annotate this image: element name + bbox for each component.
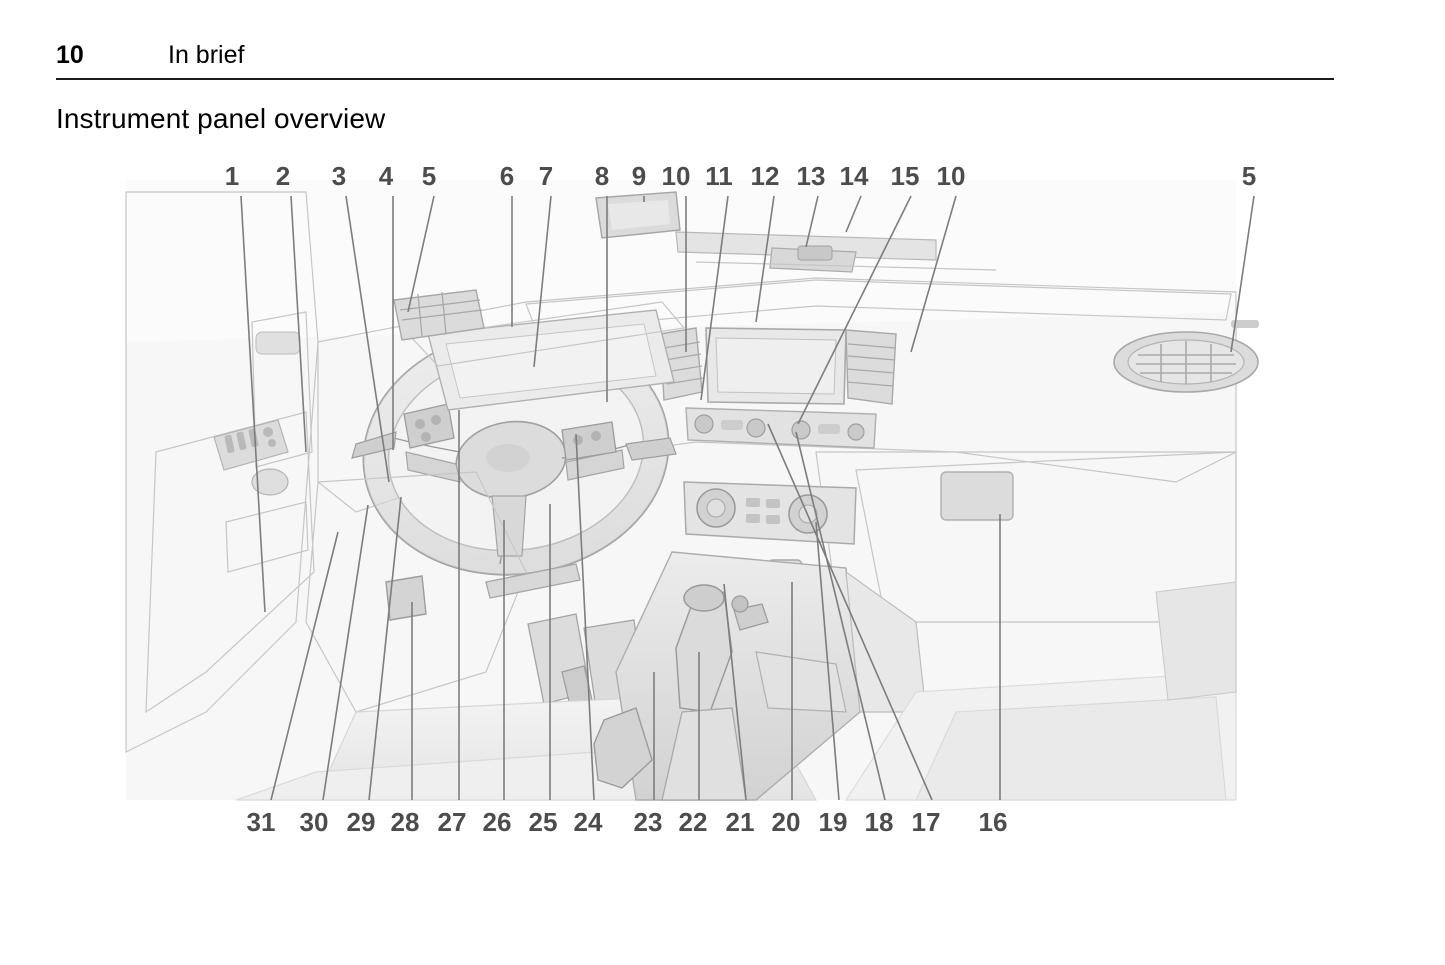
callout-number: 23	[633, 806, 663, 837]
callout-number: 10	[661, 160, 691, 191]
callout-number: 22	[678, 806, 708, 837]
callout-number: 28	[390, 806, 420, 837]
callout-number: 5	[1241, 160, 1257, 191]
infotainment-display	[706, 328, 846, 404]
callout-number: 9	[631, 160, 647, 191]
page-header	[56, 40, 1334, 80]
page-number: 10	[56, 41, 84, 69]
callout-number: 10	[936, 160, 966, 191]
instrument-panel-figure	[56, 152, 1334, 852]
callout-number: 20	[771, 806, 801, 837]
callout-number: 5	[421, 160, 437, 191]
callout-number: 4	[378, 160, 394, 191]
callout-number: 26	[482, 806, 512, 837]
callout-number: 8	[594, 160, 610, 191]
callout-number: 17	[911, 806, 941, 837]
windscreen-sensor	[596, 192, 680, 238]
callout-number: 2	[275, 160, 291, 191]
callout-number: 15	[890, 160, 920, 191]
section-title: In brief	[168, 41, 245, 69]
callout-number: 30	[299, 806, 329, 837]
callout-number: 25	[528, 806, 558, 837]
callout-number: 11	[705, 160, 733, 191]
callout-number: 13	[796, 160, 826, 191]
callout-number: 29	[346, 806, 376, 837]
callout-number: 7	[538, 160, 554, 191]
callout-number: 12	[750, 160, 780, 191]
climate-control-panel	[684, 482, 856, 544]
callout-number: 27	[437, 806, 467, 837]
callout-number: 21	[725, 806, 755, 837]
callout-number: 16	[978, 806, 1008, 837]
callout-number: 3	[331, 160, 347, 191]
callout-number: 18	[864, 806, 894, 837]
callout-number: 19	[818, 806, 848, 837]
right-air-vent	[1114, 332, 1258, 392]
callout-number: 24	[573, 806, 603, 837]
center-vent-right	[846, 330, 896, 404]
callout-number: 6	[499, 160, 515, 191]
callout-number: 14	[839, 160, 869, 191]
callout-number: 1	[224, 160, 240, 191]
page-title: Instrument panel overview	[56, 103, 386, 134]
callout-number: 31	[246, 806, 276, 837]
